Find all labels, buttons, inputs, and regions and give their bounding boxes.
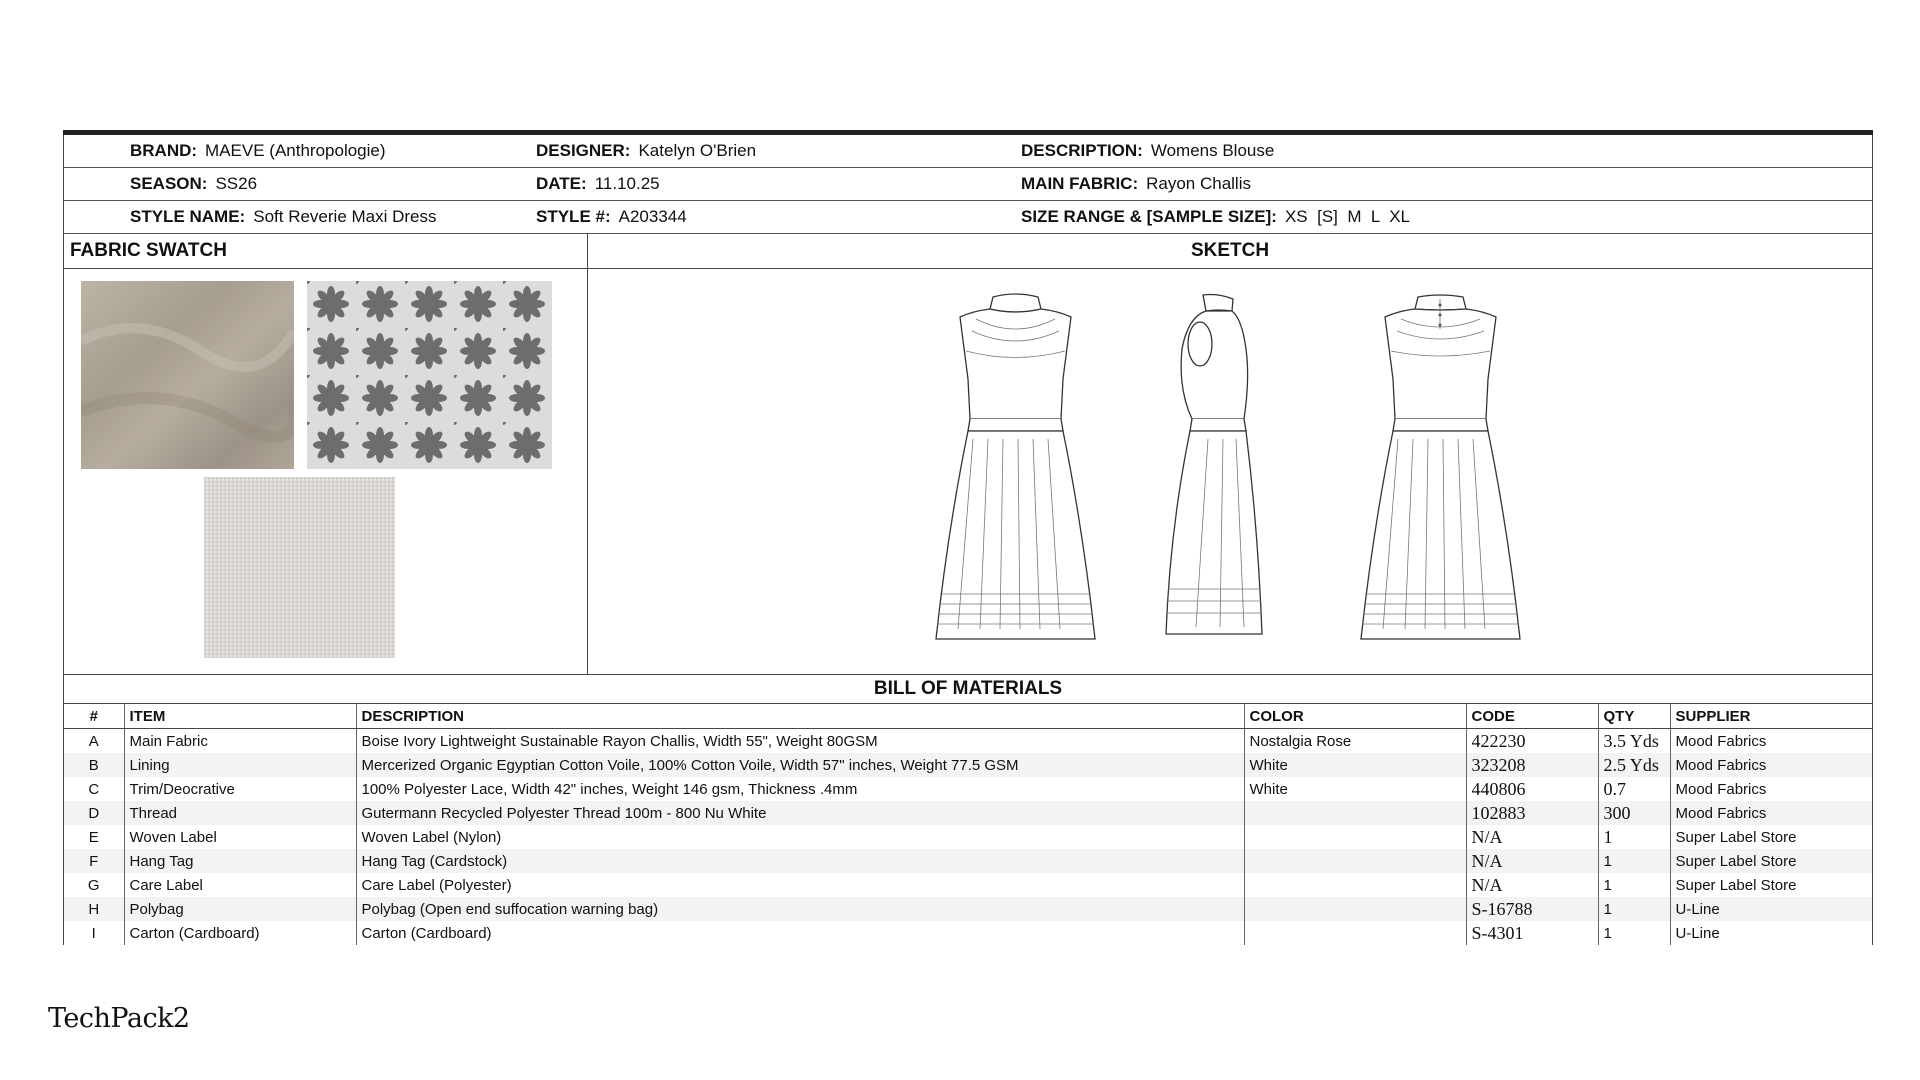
designer-label: DESIGNER: bbox=[536, 141, 631, 160]
style-number-label: STYLE #: bbox=[536, 207, 611, 226]
date-label: DATE: bbox=[536, 174, 587, 193]
table-row bbox=[64, 825, 1872, 849]
row-supplier: Super Label Store bbox=[1670, 849, 1872, 873]
style-name-value: Soft Reverie Maxi Dress bbox=[253, 207, 437, 226]
row-id: F bbox=[64, 849, 124, 873]
row-id: I bbox=[91, 924, 96, 942]
col-color: COLOR bbox=[1244, 704, 1466, 729]
row-code: 440806 bbox=[1466, 777, 1598, 801]
row-code: 102883 bbox=[1466, 801, 1598, 825]
row-description: Mercerized Organic Egyptian Cotton Voile, 100% Cotton Voile, Width 57" inches, Weight 77.5 GSM bbox=[356, 753, 1244, 777]
table-row bbox=[64, 753, 1872, 777]
row-description: 100% Polyester Lace, Width 42" inches, Weight 146 gsm, Thickness .4mm bbox=[356, 777, 1244, 801]
row-color bbox=[1244, 873, 1466, 897]
row-id: B bbox=[64, 753, 124, 777]
row-item: Hang Tag bbox=[124, 849, 356, 873]
row-color bbox=[1244, 897, 1466, 921]
bom-table bbox=[64, 704, 1872, 945]
row-item: Thread bbox=[124, 801, 356, 825]
row-code: S-4301 bbox=[1466, 921, 1598, 945]
bom-title: BILL OF MATERIALS bbox=[64, 675, 1872, 704]
fabric-swatch-title: FABRIC SWATCH bbox=[64, 234, 587, 269]
row-description: Boise Ivory Lightweight Sustainable Rayon Challis, Width 55", Weight 80GSM bbox=[356, 729, 1244, 754]
row-supplier: Mood Fabrics bbox=[1670, 729, 1872, 754]
row-item: Trim/Deocrative bbox=[124, 777, 356, 801]
bom-header-row bbox=[64, 704, 1872, 729]
brand-label: BRAND: bbox=[130, 141, 198, 160]
col-supplier: SUPPLIER bbox=[1670, 704, 1872, 729]
style-number-value: A203344 bbox=[618, 207, 687, 226]
row-color: White bbox=[1244, 753, 1466, 777]
row-qty: 1 bbox=[1598, 849, 1670, 873]
row-item: Lining bbox=[124, 753, 356, 777]
row-qty: 300 bbox=[1598, 801, 1670, 825]
dress-front-sketch bbox=[928, 289, 1103, 644]
row-description: Carton (Cardboard) bbox=[356, 921, 1244, 945]
table-row bbox=[64, 921, 1872, 945]
row-id: G bbox=[87, 876, 100, 894]
row-item: Polybag bbox=[124, 897, 356, 921]
sketch-panel bbox=[588, 234, 1872, 674]
row-qty: 1 bbox=[1598, 921, 1670, 945]
row-description: Gutermann Recycled Polyester Thread 100m - 800 Nu White bbox=[356, 801, 1244, 825]
row-color bbox=[1244, 921, 1466, 945]
row-color: Nostalgia Rose bbox=[1244, 729, 1466, 754]
row-supplier: Super Label Store bbox=[1670, 873, 1872, 897]
row-id: E bbox=[88, 828, 99, 846]
row-code: N/A bbox=[1466, 873, 1598, 897]
main-fabric-label: MAIN FABRIC: bbox=[1021, 174, 1139, 193]
row-code: 422230 bbox=[1466, 729, 1598, 754]
designer-value: Katelyn O'Brien bbox=[638, 141, 757, 160]
row-supplier: Mood Fabrics bbox=[1670, 753, 1872, 777]
size-range-label: SIZE RANGE & [SAMPLE SIZE]: bbox=[1021, 207, 1277, 226]
row-color bbox=[1244, 849, 1466, 873]
description-value: Womens Blouse bbox=[1150, 141, 1275, 160]
col-qty: QTY bbox=[1598, 704, 1670, 729]
header-row-2 bbox=[64, 168, 1872, 201]
table-row bbox=[64, 897, 1872, 921]
row-code: S-16788 bbox=[1466, 897, 1598, 921]
row-color: White bbox=[1244, 777, 1466, 801]
col-description: DESCRIPTION bbox=[356, 704, 1244, 729]
row-description: Care Label (Polyester) bbox=[356, 873, 1244, 897]
row-id: A bbox=[88, 732, 99, 750]
row-color bbox=[1244, 801, 1466, 825]
tech-pack-sheet bbox=[63, 130, 1873, 945]
swatch-rayon-challis bbox=[81, 281, 294, 469]
row-code: 323208 bbox=[1466, 753, 1598, 777]
table-row bbox=[64, 849, 1872, 873]
row-code: N/A bbox=[1466, 849, 1598, 873]
row-color bbox=[1244, 825, 1466, 849]
header-row-1 bbox=[64, 135, 1872, 168]
row-description: Polybag (Open end suffocation warning bag) bbox=[356, 897, 1244, 921]
row-code: N/A bbox=[1466, 825, 1598, 849]
description-label: DESCRIPTION: bbox=[1021, 141, 1143, 160]
row-supplier: Mood Fabrics bbox=[1670, 777, 1872, 801]
row-id: C bbox=[88, 780, 100, 798]
header-row-3 bbox=[64, 201, 1872, 234]
row-item: Carton (Cardboard) bbox=[124, 921, 356, 945]
dress-back-sketch bbox=[1353, 289, 1528, 644]
row-description: Woven Label (Nylon) bbox=[356, 825, 1244, 849]
row-qty: 2.5 Yds bbox=[1598, 753, 1670, 777]
row-qty: 1 bbox=[1598, 873, 1670, 897]
col-code: CODE bbox=[1466, 704, 1598, 729]
row-qty: 0.7 bbox=[1598, 777, 1670, 801]
brand-value: MAEVE (Anthropologie) bbox=[205, 141, 386, 160]
size-range-value: XS [S] M L XL bbox=[1284, 207, 1410, 226]
row-qty: 1 bbox=[1598, 897, 1670, 921]
table-row bbox=[64, 777, 1872, 801]
col-number: # bbox=[64, 704, 124, 729]
row-id: H bbox=[64, 897, 124, 921]
dress-side-sketch bbox=[1148, 289, 1278, 644]
main-fabric-value: Rayon Challis bbox=[1146, 174, 1251, 193]
row-item: Main Fabric bbox=[124, 729, 356, 754]
row-supplier: Mood Fabrics bbox=[1670, 801, 1872, 825]
row-qty: 3.5 Yds bbox=[1598, 729, 1670, 754]
row-supplier: U-Line bbox=[1670, 897, 1872, 921]
table-row bbox=[64, 873, 1872, 897]
swatch-sketch-block bbox=[63, 234, 1873, 675]
style-name-label: STYLE NAME: bbox=[130, 207, 246, 226]
date-value: 11.10.25 bbox=[594, 174, 660, 193]
footer-brand-mark: TechPack2 bbox=[48, 1003, 190, 1034]
row-item: Woven Label bbox=[124, 825, 356, 849]
header-block bbox=[63, 135, 1873, 234]
table-row bbox=[64, 729, 1872, 754]
row-qty: 1 bbox=[1598, 825, 1670, 849]
row-item: Care Label bbox=[124, 873, 356, 897]
row-id: D bbox=[64, 801, 124, 825]
bill-of-materials bbox=[63, 675, 1873, 945]
season-value: SS26 bbox=[215, 174, 258, 193]
row-supplier: Super Label Store bbox=[1670, 825, 1872, 849]
season-label: SEASON: bbox=[130, 174, 208, 193]
table-row bbox=[64, 801, 1872, 825]
row-supplier: U-Line bbox=[1670, 921, 1872, 945]
swatch-eyelet-lace bbox=[307, 281, 552, 469]
col-item: ITEM bbox=[124, 704, 356, 729]
swatch-cotton-voile bbox=[204, 477, 395, 658]
fabric-swatch-panel bbox=[64, 234, 588, 674]
sketch-title: SKETCH bbox=[588, 234, 1872, 269]
row-description: Hang Tag (Cardstock) bbox=[356, 849, 1244, 873]
